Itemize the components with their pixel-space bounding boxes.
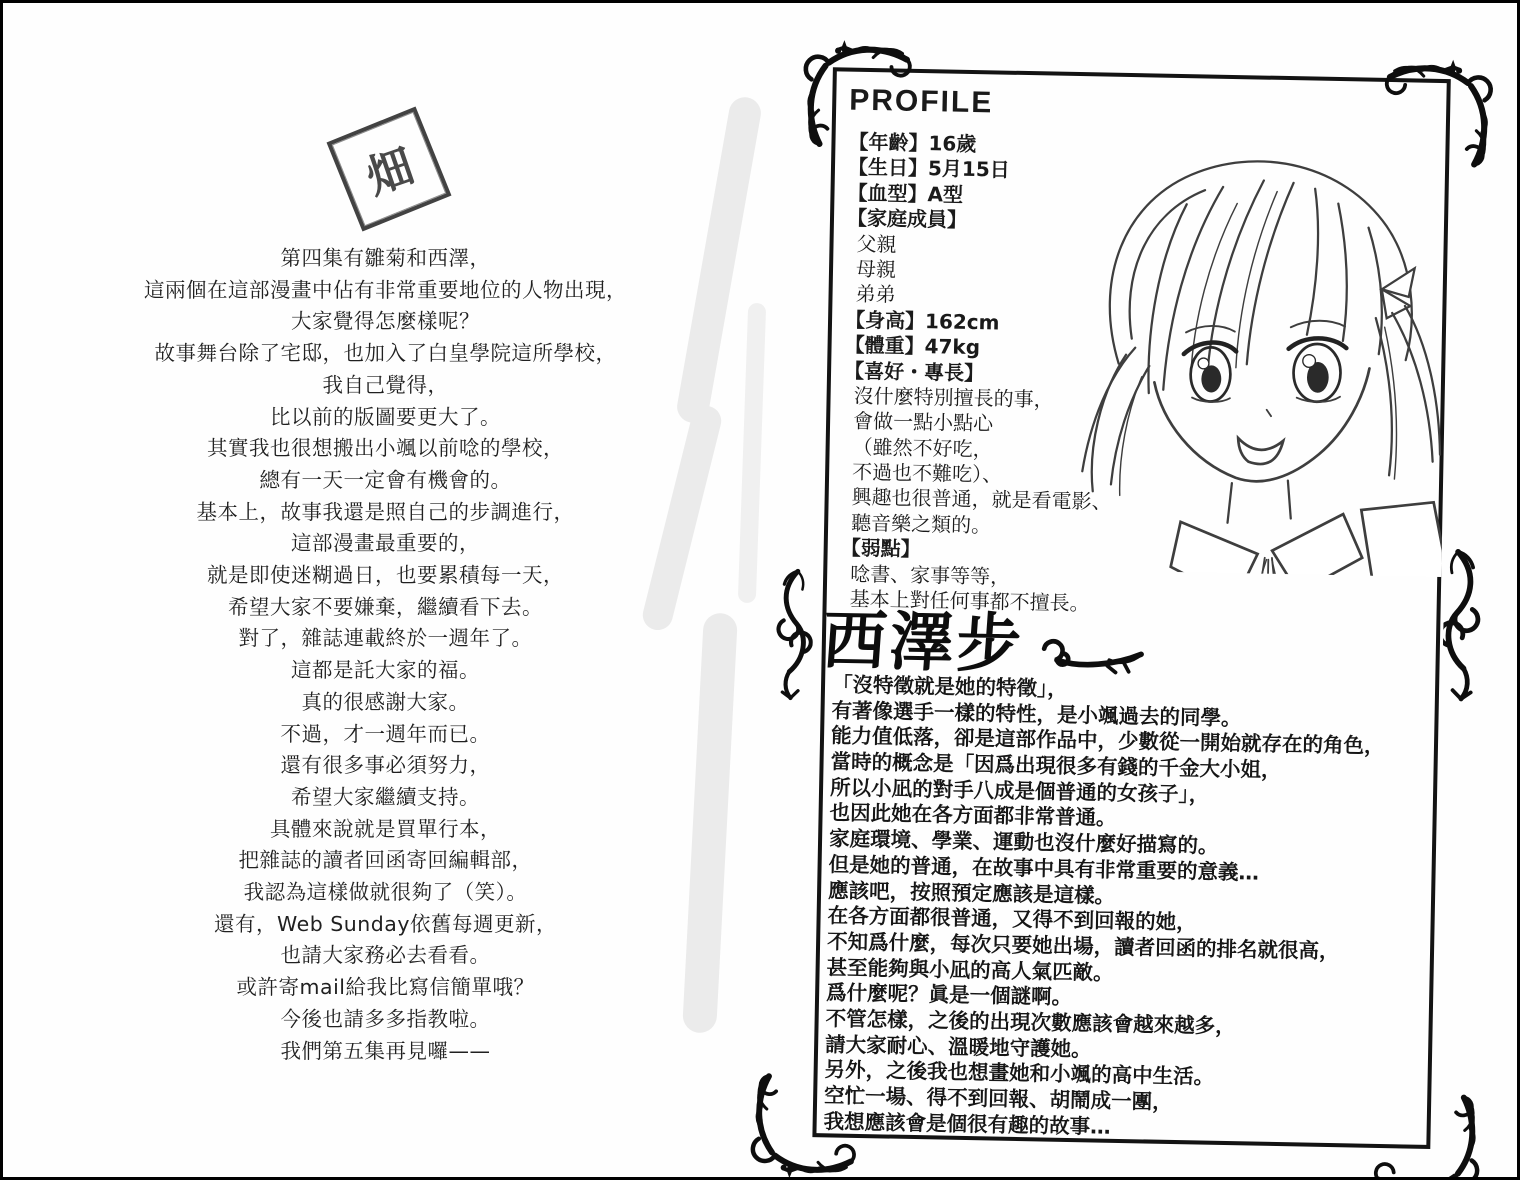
description-line: 不管怎樣，之後的出現次數應該會越來越多， <box>825 1006 1236 1039</box>
afterword-text <box>58 243 713 1067</box>
description-line: 當時的概念是「因爲出現很多有錢的千金大小姐， <box>830 749 1282 783</box>
afterword-line: 我們第五集再見囉—— <box>280 1038 491 1063</box>
afterword-line: 希望大家繼續支持。 <box>291 784 480 809</box>
profile-line: 不過也不難吃）、 <box>851 459 1003 487</box>
page-gutter-smudge <box>738 303 766 603</box>
profile-line: 【生日】5月15日 <box>847 154 1010 183</box>
profile-line: 【家庭成員】 <box>846 205 968 233</box>
description-line: 不知爲什麼，每次只要她出場，讀者回函的排名就很高， <box>826 929 1340 964</box>
afterword-line: 還有，Web Sunday依舊每週更新， <box>214 911 557 936</box>
profile-line: 【弱點】 <box>840 535 921 562</box>
profile-line: 弟弟 <box>855 282 896 307</box>
afterword-line: 第四集有雛菊和西澤， <box>280 246 491 270</box>
edge-flourish-icon <box>766 564 815 705</box>
description-line: 但是她的普通，在故事中具有非常重要的意義… <box>828 852 1260 885</box>
afterword-line: 基本上，故事我還是照自己的步調進行， <box>196 499 575 524</box>
description-line: 也因此她在各方面都非常普通。 <box>829 800 1117 831</box>
description-line: 另外，之後我也想畫她和小颯的高中生活。 <box>824 1057 1215 1090</box>
profile-line: 【身高】162cm <box>844 307 1000 335</box>
afterword-line: 故事舞台除了宅邸，也加入了白皇學院這所學校， <box>154 341 617 366</box>
description-line: 在各方面都很普通，又得不到回報的她， <box>827 903 1197 935</box>
character-description <box>824 667 1413 1140</box>
afterword-line: 大家覺得怎麼樣呢？ <box>291 309 480 334</box>
afterword-line: 也請大家務必去看看。 <box>280 943 491 968</box>
afterword-line: 我認為這樣做就很夠了（笑）。 <box>243 880 528 905</box>
profile-block <box>840 84 1180 615</box>
afterword-line: 我自己覺得， <box>322 372 449 397</box>
profile-line: 興趣也很普通，就是看電影、 <box>851 485 1112 515</box>
profile-line: 【喜好・專長】 <box>843 358 985 385</box>
description-line: 能力值低落，卻是這部作品中，少數從一開始就存在的角色， <box>830 723 1385 759</box>
afterword-line: 還有很多事必須努力， <box>280 753 491 778</box>
edge-flourish-icon <box>1442 541 1487 710</box>
afterword-line: 具體來說就是買單行本， <box>270 816 501 841</box>
description-line: 甚至能夠與小凪的高人氣匹敵。 <box>826 954 1114 985</box>
profile-line: 沒什麼特別擅長的事， <box>853 383 1054 412</box>
description-line: 「沒特徵就是她的特徵」， <box>831 672 1069 701</box>
description-line: 空忙一場、得不到回報、胡鬧成一團， <box>823 1083 1173 1114</box>
profile-line: 【體重】47kg <box>844 332 981 360</box>
afterword-line: 總有一天一定會有機會的。 <box>259 467 512 492</box>
description-line: 應該吧，按照預定應該是這樣。 <box>827 877 1116 908</box>
profile-line: 母親 <box>855 256 897 282</box>
afterword-line: 希望大家不要嫌棄，繼續看下去。 <box>228 594 543 619</box>
profile-title: PROFILE <box>848 83 994 120</box>
profile-line: 【血型】A型 <box>847 180 964 207</box>
profile-line: 基本上對任何事都不擅長。 <box>849 586 1090 616</box>
description-line: 所以小凪的對手八成是個普通的女孩子」， <box>829 775 1210 807</box>
afterword-line: 或許寄mail給我比寫信簡單哦？ <box>236 975 535 1000</box>
afterword-line: 真的很感謝大家。 <box>301 689 470 714</box>
profile-line: （雖然不好吃， <box>852 434 993 462</box>
afterword-line: 不過，才一週年而已。 <box>280 721 491 746</box>
artist-seal-glyph: 畑 <box>359 138 421 205</box>
afterword-line: 對了，雜誌連載終於一週年了。 <box>238 626 533 651</box>
afterword-line: 其實我也很想搬出小颯以前唸的學校， <box>207 436 564 461</box>
profile-line: 會做一點小點心 <box>852 409 994 436</box>
profile-line: 唸書、家事等等， <box>849 561 1011 589</box>
description-line: 爲什麼呢？眞是一個謎啊。 <box>825 980 1073 1010</box>
description-line: 家庭環境、學業、運動也沒什麼好描寫的。 <box>828 826 1219 858</box>
afterword-line: 今後也請多多指教啦。 <box>280 1006 491 1031</box>
afterword-line: 比以前的版圖要更大了。 <box>270 404 501 429</box>
artist-seal <box>327 107 452 232</box>
afterword-line: 把雜誌的讀者回函寄回編輯部， <box>238 848 533 873</box>
afterword-line: 就是即使迷糊過日，也要累積每一天， <box>207 563 564 588</box>
profile-line: 【年齡】16歲 <box>848 129 977 157</box>
description-line: 請大家耐心、溫暖地守護她。 <box>824 1031 1092 1062</box>
character-name: 西澤步 <box>819 604 1027 683</box>
description-line: 有著像選手一樣的特性，是小颯過去的同學。 <box>831 698 1242 730</box>
profile-line: 父親 <box>856 231 897 257</box>
character-profile-page <box>777 43 1508 1176</box>
name-flourish-icon <box>1034 631 1147 675</box>
afterword-line: 這兩個在這部漫畫中佔有非常重要地位的人物出現， <box>144 277 627 302</box>
afterword-line: 這都是託大家的福。 <box>291 658 480 683</box>
profile-line: 聽音樂之類的。 <box>850 510 992 538</box>
afterword-line: 這部漫畫最重要的， <box>291 531 480 556</box>
description-line: 我想應該會是個很有趣的故事… <box>823 1108 1111 1139</box>
